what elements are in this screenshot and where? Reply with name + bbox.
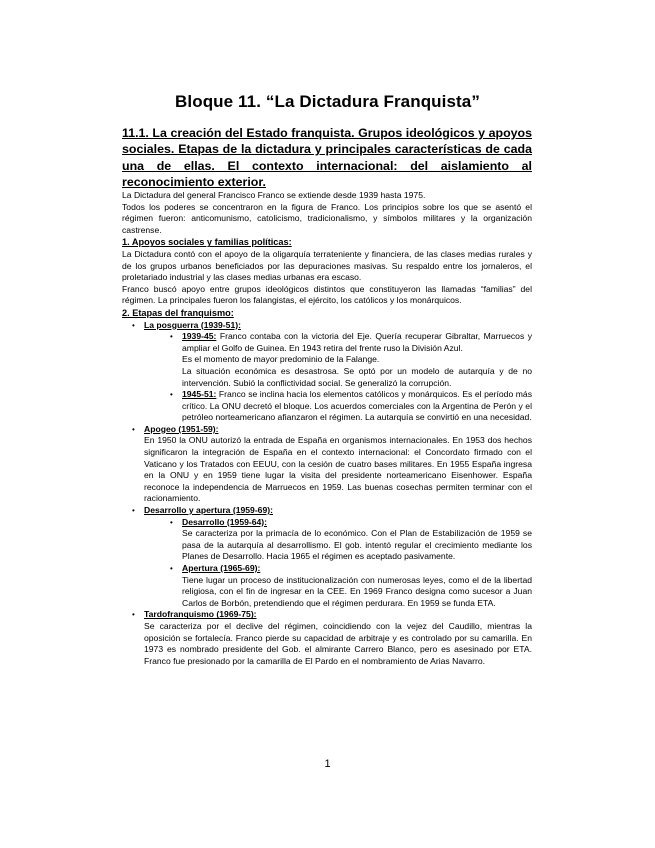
bullet-icon: • xyxy=(170,332,173,342)
sublist-item xyxy=(170,517,532,563)
page-number: 1 xyxy=(324,758,331,770)
list-item xyxy=(132,424,532,505)
section-heading: 11.1. La creación del Estado franquista. Grupos ideológicos y apoyos sociales. Etapas de la dictadura y principales características de cada una de ellas. El contexto internacional: del aislamiento al reconocimiento exterior. xyxy=(122,126,532,189)
subitem-label: 1939-45: xyxy=(182,331,217,342)
apoyos-paragraph-1: La Dictadura contó con el apoyo de la oligarquía terrateniente y financiera, de las clases medias rurales y de los grupos urbanos beneficiados por las depuraciones masivas. Su respaldo entre los jornaleros, el proletariado industrial y las clases medias urbanas era escaso. xyxy=(122,248,532,283)
bullet-icon: • xyxy=(170,564,173,573)
sublist xyxy=(170,331,532,424)
subitem-text: Tiene lugar un proceso de institucionalización con numerosas leyes, como el de la libertad religiosa, con el fin de ingresar en la CEE. En 1969 Franco designa como sucesor a Juan Carlos de Borbón, pretendiendo que el régimen perdurara. En 1959 se funda ETA. xyxy=(182,574,532,608)
sublist xyxy=(170,517,532,610)
subitem-extra: Es el momento de mayor predominio de la Falange. xyxy=(182,354,380,365)
intro-paragraph-1: La Dictadura del general Francisco Franco se extiende desde 1939 hasta 1975. xyxy=(122,190,426,200)
list-item xyxy=(132,609,532,667)
subitem-text: Franco contaba con la victoria del Eje. Quería recuperar Gibraltar, Marruecos y ampliar el Golfo de Guinea. En 1943 retira del frente ruso la División Azul. xyxy=(182,331,532,353)
item-label: Tardofranquismo (1969-75): xyxy=(144,609,257,620)
sublist-item xyxy=(170,331,532,389)
item-label: Apogeo (1951-59): xyxy=(144,423,219,434)
subitem-text: Franco se inclina hacia los elementos católicos y monárquicos. Es el período más crítico. La ONU decretó el bloque. Los acuerdos comerciales con la Argentina de Perón y el petróleo norteamericano afianzaron el régimen. La autarquía se convirtió en una necesidad. xyxy=(182,389,532,423)
etapas-list xyxy=(132,320,532,668)
page-title: Bloque 11. “La Dictadura Franquista” xyxy=(175,92,480,111)
item-label: La posguerra (1939-51): xyxy=(144,319,241,330)
sublist-item xyxy=(170,389,532,424)
bullet-icon: • xyxy=(132,506,135,516)
item-text: Se caracteriza por el declive del régimen, coincidiendo con la vejez del Caudillo, mientras la oposición se fortalecía. Franco pierde su capacidad de arbitraje y es controlado por su camarilla. En 1973 es nombrado presidente del Gob. el almirante Carrero Blanco, pero es asesinado por ETA. Franco fue presionado por la camarilla de El Pardo en el nombramiento de Arias Navarro. xyxy=(144,620,532,666)
subitem-text-block xyxy=(182,389,532,424)
bullet-icon: • xyxy=(170,390,173,400)
list-item xyxy=(132,320,532,424)
subitem-label: Desarrollo (1959-64): xyxy=(182,516,268,527)
intro-paragraph-2: Todos los poderes se concentraron en la figura de Franco. Los principios sobre los que se asentó el régimen fueron: anticomunismo, catolicismo, tradicionalismo, y símbolos militares y la organización castrense. xyxy=(122,201,532,235)
etapas-list-wrap xyxy=(122,320,532,668)
bullet-icon: • xyxy=(132,320,135,330)
subitem-label: 1945-51: xyxy=(182,389,217,400)
apoyos-paragraph-2: Franco buscó apoyo entre grupos ideológicos distintos que constituyeron las llamadas “familias” del régimen. La principales fueron los falangistas, el ejército, los católicos y los monárquicos. xyxy=(122,283,532,306)
item-label: Desarrollo y apertura (1959-69): xyxy=(144,505,273,516)
subitem-text-block xyxy=(182,331,532,354)
subitem-label: Apertura (1965-69): xyxy=(182,563,261,573)
etapas-heading: 2. Etapas del franquismo: xyxy=(122,307,234,318)
sublist-item xyxy=(170,563,532,609)
subitem-text: Se caracteriza por la primacía de lo económico. Con el Plan de Estabilización de 1959 se pasa de la autarquía al desarrollismo. El gob. intentó regular el crecimiento mediante los Planes de Desarrollo. Hacia 1965 el régimen es aceptado pasivamente. xyxy=(182,528,532,562)
apoyos-heading: 1. Apoyos sociales y familias políticas: xyxy=(122,237,292,248)
subitem-extra: La situación económica es desastrosa. Se optó por un modelo de autarquía y de no intervención. Subió la conflictividad social. Se generalizó la corrupción. xyxy=(182,365,532,388)
document-body xyxy=(122,190,532,667)
item-text: En 1950 la ONU autorizó la entrada de España en organismos internacionales. En 1953 dos hechos significaron la integración de España en el contexto internacional: el Concordato firmado con el Vaticano y los Tratados con EEUU, con la cesión de cuatro bases militares. En 1955 España ingresa en la ONU y en 1959 tiene lugar la visita del presidente norteamericano Eisenhower. España reconoce la independencia de Marruecos en 1959. Las buenas cosechas permiten terminar con el racionamiento. xyxy=(144,435,532,504)
list-item xyxy=(132,505,532,609)
bullet-icon: • xyxy=(170,517,173,527)
bullet-icon: • xyxy=(132,424,135,434)
bullet-icon: • xyxy=(132,610,135,620)
